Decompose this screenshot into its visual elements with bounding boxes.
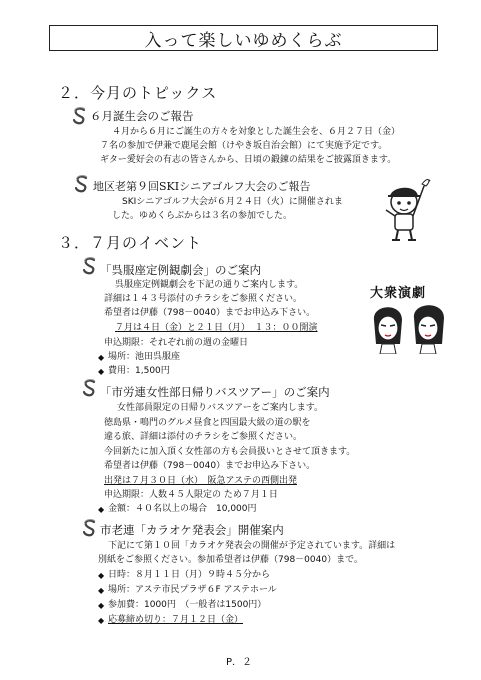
event-karaoke-title: 市老連「カラオケ発表会」開催案内 <box>100 523 284 537</box>
event-bustour-line-1: 女性部員限定の日帰りバスツアーをご案内します。 <box>117 403 324 413</box>
event-theater-line-6: 場所：池田呉服座 <box>108 352 181 362</box>
event-karaoke-line-4: 場所：アステ市民プラザ６F アステホール <box>108 585 277 595</box>
event-bustour-title: 「市労連女性部日帰りバスツアー」のご案内 <box>100 385 330 399</box>
event-karaoke-line-1: 下記にて第１０回「カラオケ発表会の開催が予定されています。詳細は <box>108 541 396 551</box>
event-karaoke-line-3: 日時：８月１１日（月）９時４５分から <box>108 570 271 580</box>
event-theater-line-3: 希望者は伊藤（798－0040）までお申込み下さい。 <box>104 308 316 318</box>
diamond-bullet-icon: ◆ <box>98 505 105 514</box>
diamond-bullet-icon: ◆ <box>98 367 105 376</box>
diamond-bullet-icon: ◆ <box>98 586 105 595</box>
diamond-bullet-icon: ◆ <box>98 616 105 625</box>
event-bustour-line-8: 金額：４０名以上の場合 10,000円 <box>108 504 257 514</box>
section-heading-topics: ２．今月のトピックス <box>58 84 218 102</box>
topic-birthday-line-1: ４月から６月にご誕生の方々を対象とした誕生会を、６月２７日（金） <box>112 127 401 137</box>
event-karaoke-line-2: 別紙をご参照ください。参加希望者は伊藤（798－0040）まで。 <box>98 555 363 565</box>
page-title: 入って楽しいゆめくらぶ <box>49 25 438 51</box>
diamond-bullet-icon: ◆ <box>98 601 105 610</box>
topic-golf-line-2: した。ゆめくらぶからは３名の参加でした。 <box>112 211 293 221</box>
event-theater-line-7: 費用：1,500円 <box>108 366 170 376</box>
event-theater-line-4: ７月は４日（金）と２１日（月） １３：００開演 <box>115 323 318 333</box>
diamond-bullet-icon: ◆ <box>98 353 105 362</box>
s-swirl-icon <box>80 256 100 276</box>
page-number: P．２ <box>226 657 253 668</box>
event-bustour-line-4: 今回新たに加入頂く女性部の方も会員扱いとさせて頂きます。 <box>104 447 356 457</box>
event-bustour-line-7: 申込期限：人数４５人限定の ため７月１日 <box>104 490 278 500</box>
s-swirl-icon <box>72 174 92 194</box>
golfer-illustration <box>380 176 436 244</box>
topic-golf-title: 地区老第９回SKIシニアゴルフ大会のご報告 <box>93 180 311 193</box>
event-karaoke-line-5: 参加費：1000円 （一般者は1500円） <box>108 600 267 610</box>
topic-birthday-line-2: ７名の参加で伊兼で鹿尾会館（けやき坂自治会館）にて実施予定です。 <box>100 141 388 151</box>
topic-birthday-line-3: ギター愛好会の有志の皆さんから、日頃の鍛錬の結果をご披露頂きます。 <box>100 155 397 165</box>
event-bustour-line-3: 違る旅、詳細は添付のチラシをご参照ください。 <box>104 432 303 442</box>
section-heading-events: ３．７月のイベント <box>58 234 203 252</box>
event-karaoke-line-6: 応募締め切り：７月１２日（金） <box>108 615 244 625</box>
event-theater-line-2: 詳細は１４３号添付のチラシをご参照ください。 <box>104 294 303 304</box>
event-theater-line-5: 申込期限：それぞれ前の週の金曜日 <box>104 338 249 348</box>
event-theater-line-1: 呉服座定例観劇会を下記の通りご案内します。 <box>115 280 304 290</box>
s-swirl-icon <box>80 518 100 538</box>
event-bustour-line-6: 出発は７月３０日（水） 阪急アステの西側出発 <box>104 476 297 486</box>
event-bustour-line-5: 希望者は伊藤（798－0040）までお申込み下さい。 <box>104 461 316 471</box>
event-theater-title: 「呉服座定例観劇会」のご案内 <box>100 263 261 277</box>
theater-badge-text: 大衆演劇 <box>370 286 427 301</box>
diamond-bullet-icon: ◆ <box>98 571 105 580</box>
actors-drawing <box>366 298 454 354</box>
topic-golf-line-1: SKIシニアゴルフ大会が６月２４日（火）に開催されま <box>122 197 343 207</box>
topic-birthday-title: ６月誕生会のご報告 <box>90 109 194 123</box>
s-swirl-icon <box>80 378 100 398</box>
event-bustour-line-2: 徳島県・鳴門のグルメ昼食と四国最大級の道の駅を <box>104 418 311 428</box>
s-swirl-icon <box>70 106 90 126</box>
theater-illustration <box>366 282 454 354</box>
